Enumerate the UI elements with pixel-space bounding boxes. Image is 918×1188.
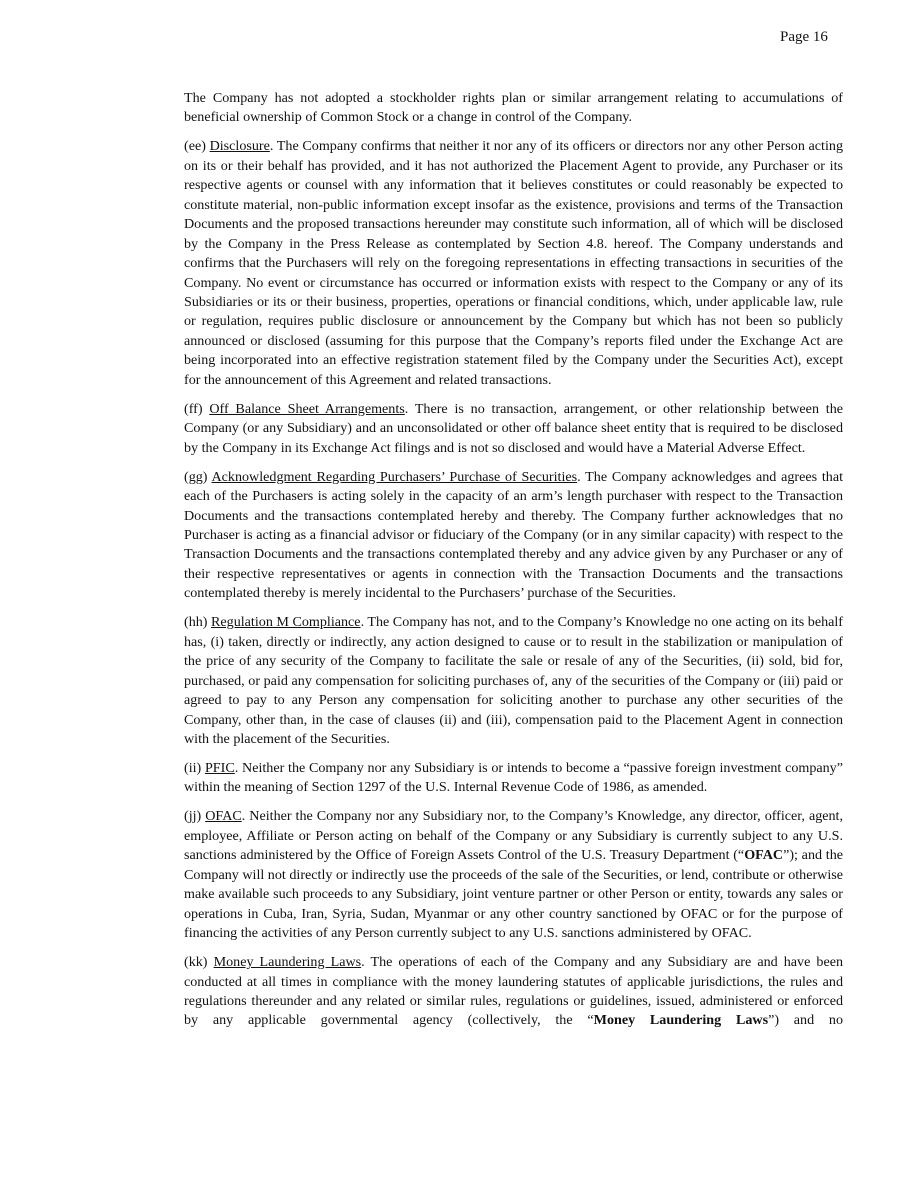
section-heading: Disclosure xyxy=(209,138,270,155)
section-body: . There is no transaction, arrangement, or other relationship between the Company (or any Subsidiary) and an unconsolidated or other off balance sheet entity that is required to be disclosed by the Company in its Exchange Act filings and is not so disclosed and would have a Material Adverse Effect. xyxy=(184,400,843,456)
section-body: ”); and the Company will not directly or indirectly use the proceeds of the sale of the Securities, or lend, contribute or otherwise make available such proceeds to any Subsidiary, joint venture partner or other Person or entity, towards any sales or operations in Cuba, Iran, Syria, Sudan, Myanmar or any other country sanctioned by OFAC or for the purpose of financing the activities of any Person currently subject to any U.S. sanctions administered by OFAC. xyxy=(184,847,843,942)
section-label: (ff) xyxy=(184,400,203,417)
defined-term: OFAC xyxy=(744,847,784,864)
section-heading: OFAC xyxy=(205,808,242,825)
section-body: . The Company acknowledges and agrees that each of the Purchasers is acting solely in the capacity of an arm’s length purchaser with respect to the Transaction Documents and the transactions contemplated hereby and thereby. The Company further acknowledges that no Purchaser is acting as a financial advisor or fiduciary of the Company (or in any similar capacity) with respect to the Transaction Documents and the transactions contemplated thereby and any advice given by any Purchaser or any of their respective representatives or agents in connection with the Transaction Documents and the transactions contemplated thereby is merely incidental to the Purchasers’ purchase of the Securities. xyxy=(184,468,844,602)
section-gg-acknowledgment xyxy=(184,468,843,604)
section-heading: Money Laundering Laws xyxy=(213,954,362,971)
section-body: . The operations of each of the Company and any Subsidiary are and have been conducted at all times in compliance with the money laundering statutes of applicable jurisdictions, the rules and regulations thereunder and any related or similar rules, regulations or guidelines, issued, administered or enforced by any applicable governmental agency (collectively, the “ xyxy=(184,954,844,1029)
section-ff-off-balance-sheet xyxy=(184,400,843,458)
intro-paragraph: The Company has not adopted a stockholder rights plan or similar arrangement relating to accumulations of beneficial ownership of Common Stock or a change in control of the Company. xyxy=(184,90,843,126)
section-jj-ofac xyxy=(184,807,843,943)
section-heading: Off Balance Sheet Arrangements xyxy=(209,400,405,417)
section-label: (kk) xyxy=(184,954,208,971)
section-hh-regulation-m xyxy=(184,613,843,749)
section-heading: Regulation M Compliance xyxy=(211,614,361,631)
section-kk-money-laundering xyxy=(184,953,843,1031)
document-body xyxy=(184,89,843,1040)
section-label: (gg) xyxy=(184,468,208,485)
section-body: . The Company confirms that neither it nor any of its officers or directors nor any other Person acting on its or their behalf has provided, and it has not authorized the Placement Agent to provide, any Purchaser or its respective agents or counsel with any information that it believes constitutes or could reasonably be expected to constitute material, non-public information except insofar as the existence, provisions and terms of the Transaction Documents and the proposed transactions hereunder may constitute such information, all of which will be disclosed by the Company in the Press Release as contemplated by Section 4.8. hereof. The Company understands and confirms that the Purchasers will rely on the foregoing representations in effecting transactions in securities of the Company. No event or circumstance has occurred or information exists with respect to the Company or any of its Subsidiaries or its or their business, properties, operations or financial conditions, which, under applicable law, rule or regulation, requires public disclosure or announcement by the Company but which has not been so publicly announced or disclosed (assuming for this purpose that the Company’s reports filed under the Exchange Act are being incorporated into an effective registration statement filed by the Company under the Securities Act), except for the announcement of this Agreement and related transactions. xyxy=(184,138,843,388)
section-heading: PFIC xyxy=(204,760,235,776)
section-label: (ii) xyxy=(184,760,202,776)
section-label: (jj) xyxy=(184,808,202,825)
defined-term: Money Laundering Laws xyxy=(593,1012,769,1029)
section-body: . Neither the Company nor any Subsidiary is or intends to become a “passive foreign investment company” within the meaning of Section 1297 of the U.S. Internal Revenue Code of 1986, as amended. xyxy=(184,760,843,796)
section-body: . The Company has not, and to the Company’s Knowledge no one acting on its behalf has, (i) taken, directly or indirectly, any action designed to cause or to result in the stabilization or manipulation of the price of any security of the Company to facilitate the sale or resale of any of the Securities, (ii) sold, bid for, purchased, or paid any compensation for soliciting purchases of, any of the securities of the Company or (iii) paid or agreed to pay to any Person any compensation for soliciting another to purchase any other securities of the Company, other than, in the case of clauses (ii) and (iii), compensation paid to the Placement Agent in connection with the placement of the Securities. xyxy=(184,614,843,748)
section-ee-disclosure xyxy=(184,137,843,390)
section-heading: Acknowledgment Regarding Purchasers’ Purchase of Securities xyxy=(211,468,578,485)
page-number: Page 16 xyxy=(780,29,828,45)
section-label: (hh) xyxy=(184,614,208,631)
section-body: . Neither the Company nor any Subsidiary nor, to the Company’s Knowledge, any director, officer, agent, employee, Affiliate or Person acting on behalf of the Company or any Subsidiary is currently subject to any U.S. sanctions administered by the Office of Foreign Assets Control of the U.S. Treasury Department (“ xyxy=(184,808,843,864)
section-body: ”) and no xyxy=(768,1012,843,1029)
section-ii-pfic xyxy=(184,759,843,798)
section-label: (ee) xyxy=(184,138,206,155)
